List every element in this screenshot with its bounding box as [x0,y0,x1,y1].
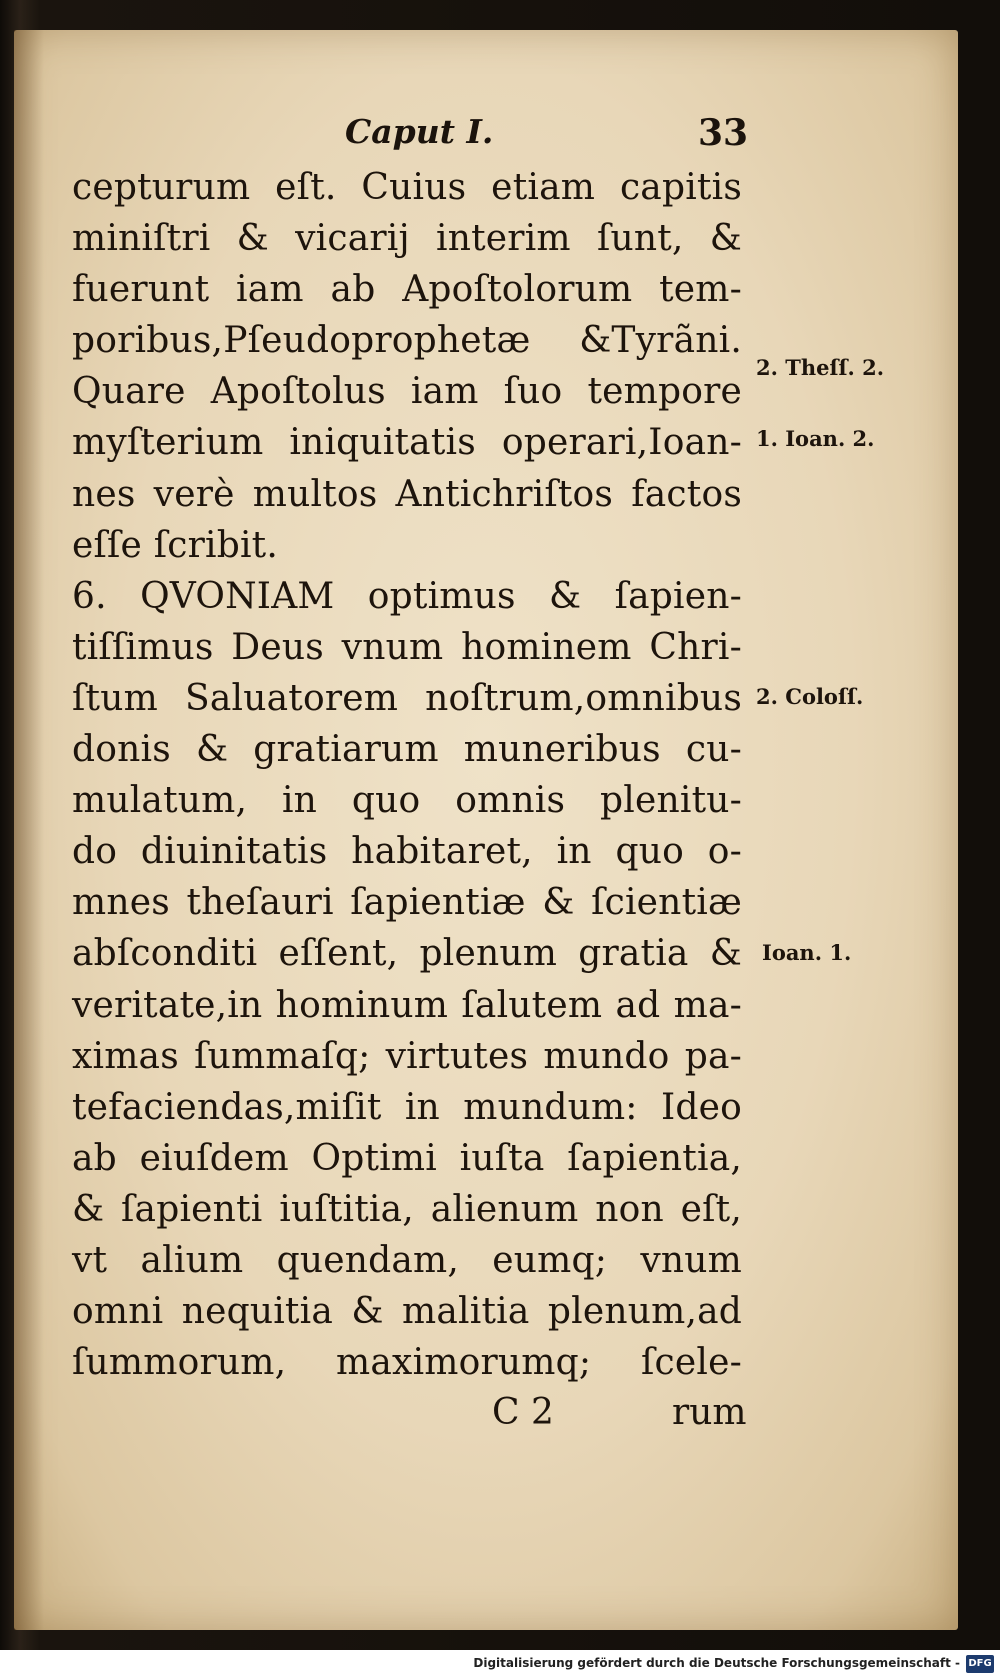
credit-bar [0,1650,1000,1679]
dfg-logo: DFG [966,1655,994,1673]
text-line: abſconditi eſſent, plenum gratia & [72,933,742,975]
text-line: cepturum eſt. Cuius etiam capitis [72,167,742,208]
text-line: omni nequitia & malitia plenum,ad [72,1291,742,1333]
text-line: 6. QVONIAM optimus & ſapien- [72,575,742,617]
text-line: ſtum Saluatorem noſtrum,omnibus [72,677,742,719]
catchword: rum [672,1392,747,1433]
text-line: & ſapienti iuſtitia, alienum non eſt, [72,1188,742,1230]
text-line: ab eiuſdem Optimi iuſta ſapientia, [72,1137,742,1179]
text-line: tefaciendas,miſit in mundum: Ideo [72,1086,742,1128]
marginal-note: Ioan. 1. [762,940,852,965]
text-line: do diuinitatis habitaret, in quo o- [72,831,742,873]
text-line: fuerunt iam ab Apoſtolorum tem- [72,269,742,311]
marginal-note: 2. Theſſ. 2. [756,355,885,380]
signature-mark: C 2 [492,1392,554,1433]
credit-text: Digitalisierung gefördert durch die Deutsche Forschungsgemeinschaft - [473,1656,960,1670]
running-head-title: Caput I. [345,112,494,151]
text-line: miniſtri & vicarij interim ſunt, & [72,218,742,260]
page-footer [0,1392,1000,1442]
text-line: donis & gratiarum muneribus cu- [72,729,742,771]
text-line: tiſſimus Deus vnum hominem Chri- [72,626,742,668]
text-line: poribus,Pſeudoprophetæ &Tyrãni. [72,320,742,362]
text-line: nes verè multos Antichriſtos factos [72,473,742,515]
text-line: Quare Apoſtolus iam ſuo tempore [72,371,742,413]
running-head [0,112,1000,162]
marginal-note: 2. Coloſſ. [756,684,864,709]
body-text [72,162,742,1388]
text-line: veritate,in hominum ſalutem ad ma- [72,984,742,1026]
text-line: ximas ſummaſq; virtutes mundo pa- [72,1035,742,1077]
text-line: vt alium quendam, eumq; vnum [72,1239,742,1281]
text-line: eſſe ſcribit. [72,524,278,566]
text-line: mnes theſauri ſapientiæ & ſcientiæ [72,882,742,924]
page-number: 33 [698,112,749,154]
marginal-note: 1. Ioan. 2. [756,426,875,451]
text-line: ſummorum, maximorumq; ſcele- [72,1342,742,1384]
text-line: myſterium iniquitatis operari,Ioan- [72,422,742,464]
text-line: mulatum, in quo omnis plenitu- [72,780,742,822]
